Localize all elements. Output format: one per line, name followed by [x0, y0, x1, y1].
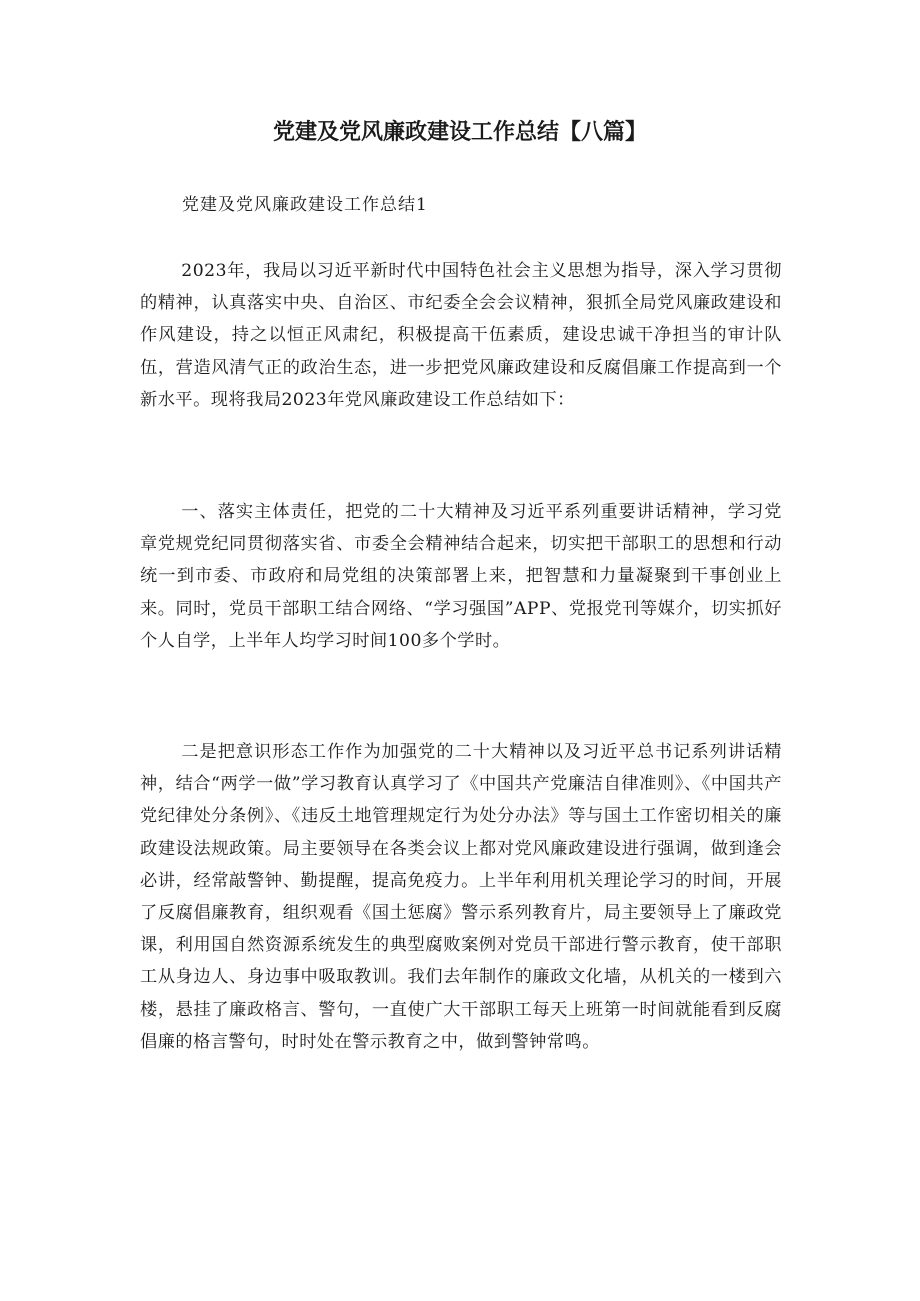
body-paragraph-3: 二是把意识形态工作作为加强党的二十大精神以及习近平总书记系列讲话精神，结合“两学一做”学习教育认真学习了《中国共产党廉洁自律准则》、《中国共产党纪律处分条例》、《违反土地管理规定行为处分办法》等与国土工作密切相关的廉政建设法规政策。局主要领导在各类会议上都对党风廉政建设进行强调，做到逢会必讲，经常敲警钟、勤提醒，提高免疫力。上半年利用机关理论学习的时间，开展了反腐倡廉教育，组织观看《国土惩腐》警示系列教育片，局主要领导上了廉政党课，利用国自然资源系统发生的典型腐败案例对党员干部进行警示教育，使干部职工从身边人、身边事中吸取教训。我们去年制作的廉政文化墙，从机关的一楼到六楼，悬挂了廉政格言、警句，一直使广大干部职工每天上班第一时间就能看到反腐倡廉的格言警句，时时处在警示教育之中，做到警钟常鸣。: [140, 742, 782, 1052]
section-heading: 党建及党风廉政建设工作总结1: [182, 195, 428, 215]
document-title: 党建及党风廉政建设工作总结【八篇】: [272, 120, 647, 145]
body-paragraph-1: 2023年，我局以习近平新时代中国特色社会主义思想为指导，深入学习贯彻的精神，认真落实中央、自治区、市纪委全会会议精神，狠抓全局党风廉政建设和作风建设，持之以恒正风肃纪，积极提高干伍素质，建设忠诚干净担当的审计队伍，营造风清气正的政治生态，进一步把党风廉政建设和反腐倡廉工作提高到一个新水平。现将我局2023年党风廉政建设工作总结如下：: [140, 261, 782, 410]
body-paragraph-2: 一、落实主体责任，把党的二十大精神及习近平系列重要讲话精神，学习党章党规党纪同贯彻落实省、市委全会精神结合起来，切实把干部职工的思想和行动统一到市委、市政府和局党组的决策部署上来，把智慧和力量凝聚到干事创业上来。同时，党员干部职工结合网络、“学习强国”APP、党报党刊等媒介，切实抓好个人自学，上半年人均学习时间100多个学时。: [140, 502, 782, 651]
